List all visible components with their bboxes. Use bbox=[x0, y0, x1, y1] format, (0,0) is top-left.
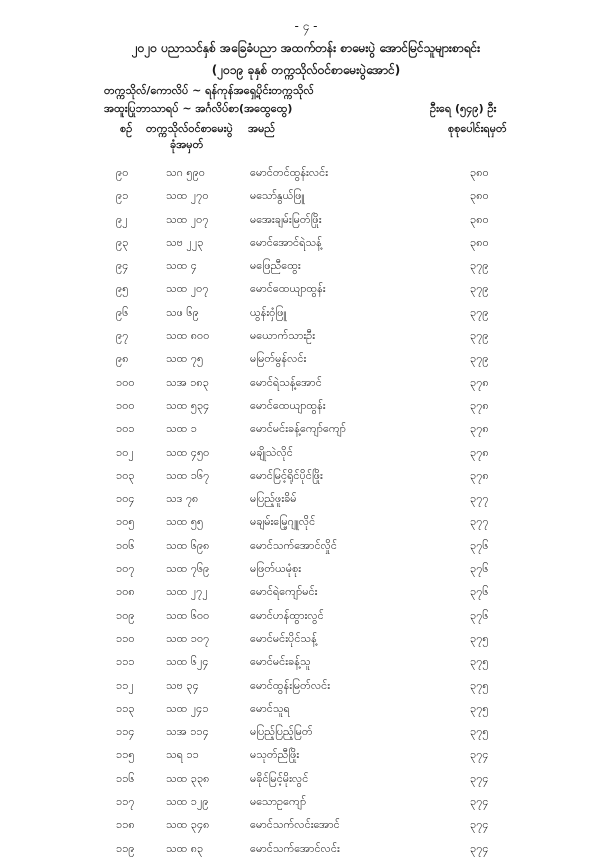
student-name-cell: မောင်ထေယျာထွန်း bbox=[250, 398, 326, 412]
student-name-cell: မောင်ထေယျာထွန်း bbox=[250, 282, 326, 296]
student-name-cell: မောင်မြင့်ရိုင်ပိုင်ဖြိုး bbox=[250, 468, 323, 482]
roll-number-cell: သထ ၂၄၁ bbox=[166, 701, 209, 715]
table-row bbox=[0, 213, 612, 236]
total-marks-cell: ၃၈၀ bbox=[470, 235, 489, 249]
serial-number-cell: ၉၁ bbox=[116, 189, 129, 203]
total-marks-cell: ၃၇၅ bbox=[470, 701, 489, 715]
roll-number-cell: သထ ၄ bbox=[166, 259, 197, 273]
serial-number-cell: ၉၃ bbox=[116, 235, 129, 249]
page-number: - ၄ - bbox=[294, 19, 318, 33]
serial-number-cell: ၁၁၄ bbox=[116, 725, 135, 739]
student-name-cell: မပြည့်ပြည့်မြတ် bbox=[250, 725, 313, 739]
serial-number-cell: ၉၇ bbox=[116, 329, 129, 343]
serial-number-cell: ၁၀၀ bbox=[116, 375, 135, 389]
table-row bbox=[0, 376, 612, 399]
total-marks-cell: ၃၇၅ bbox=[470, 725, 489, 739]
table-row bbox=[0, 306, 612, 329]
document-title: ၂၀၂၀ ပညာသင်နှစ် အခြေခံပညာ အထက်တန်း စာမေးပွဲ အောင်မြင်သူများစာရင်း bbox=[131, 41, 481, 55]
serial-number-cell: ၁၀၅ bbox=[116, 515, 135, 529]
table-row bbox=[0, 795, 612, 818]
total-marks-cell: ၃၇၅ bbox=[470, 678, 489, 692]
subject-label: အထူးပြုဘာသာရပ် ~ အင်္ဂလိပ်စာ(အထွေထွေ) bbox=[104, 102, 293, 115]
serial-number-cell: ၁၁၃ bbox=[116, 701, 135, 715]
student-name-cell: မပြည့်ဖူးခိမ် bbox=[250, 492, 297, 506]
total-marks-cell: ၃၈၀ bbox=[470, 189, 489, 203]
document-subtitle: (၂၀၁၉ ခုနှစ် တက္ကသိုလ်ဝင်စာမေးပွဲအောင်) bbox=[211, 63, 401, 77]
student-name-cell: မောင်ထွန်းမြတ်လင်း bbox=[250, 678, 331, 692]
student-name-cell: မောင်သက်လင်းအောင် bbox=[250, 818, 340, 832]
results-table bbox=[0, 166, 612, 865]
serial-number-cell: ၉၆ bbox=[116, 305, 129, 319]
serial-number-cell: ၁၁၆ bbox=[116, 771, 135, 785]
student-name-cell: မောင်သက်အောင်လှိုင် bbox=[250, 538, 337, 552]
total-marks-cell: ၃၈၀ bbox=[470, 212, 489, 226]
serial-number-cell: ၉၀ bbox=[116, 166, 129, 179]
serial-number-cell: ၁၀၀ bbox=[116, 398, 135, 412]
student-name-cell: မသုတ်ညီဖြိုး bbox=[250, 748, 300, 762]
student-name-cell: မောင်ဟန်ထွားလွင် bbox=[250, 608, 324, 622]
total-marks-cell: ၃၇၇ bbox=[470, 515, 489, 529]
header-roll-number: တက္ကသိုလ်ဝင်စာမေးပွဲ bbox=[146, 122, 233, 135]
roll-number-cell: သအ ၁၈၃ bbox=[166, 375, 209, 389]
total-marks-cell: ၃၇၉ bbox=[470, 259, 489, 273]
table-row bbox=[0, 609, 612, 632]
roll-number-cell: သထ ၁၂၉ bbox=[166, 795, 209, 809]
student-name-cell: မောင်မင်းပိုင်သန့် bbox=[250, 631, 317, 645]
student-name-cell: မောင်သူရ bbox=[250, 701, 290, 715]
student-name-cell: မောင်တင်ထွန်းလင်း bbox=[250, 166, 329, 179]
total-marks-cell: ၃၇၄ bbox=[470, 748, 489, 762]
serial-number-cell: ၁၁၂ bbox=[116, 678, 134, 692]
table-row bbox=[0, 166, 612, 189]
table-row bbox=[0, 842, 612, 865]
table-row bbox=[0, 259, 612, 282]
student-name-cell: မမြတ်မွန်လင်း bbox=[250, 352, 307, 366]
student-name-cell: မခိုင်မြင့်မိုးလွင် bbox=[250, 771, 309, 785]
student-name-cell: မဖြေညီထွေး bbox=[250, 259, 301, 273]
serial-number-cell: ၁၀၆ bbox=[116, 538, 135, 552]
roll-number-cell: သထ ၈၀၀ bbox=[166, 329, 210, 343]
roll-number-cell: သထ ၂၀၇ bbox=[166, 212, 209, 226]
roll-number-cell: သရ ၁၁ bbox=[166, 748, 199, 762]
student-name-cell: မသော်နွယ်ဖြူ bbox=[250, 189, 305, 203]
serial-number-cell: ၁၁၇ bbox=[116, 795, 135, 809]
total-marks-cell: ၃၇၇ bbox=[470, 492, 489, 506]
student-name-cell: မယောက်သားဦး bbox=[250, 329, 316, 343]
roll-number-cell: သထ ၂၀၇ bbox=[166, 282, 209, 296]
table-row bbox=[0, 329, 612, 352]
header-name: အမည် bbox=[248, 122, 276, 135]
total-count-label: ဦးရေ (၅၄၉) ဦး bbox=[430, 102, 497, 115]
serial-number-cell: ၁၀၈ bbox=[116, 585, 135, 599]
roll-number-cell: သထ ၂၇၂ bbox=[166, 585, 208, 599]
header-total-marks: စုစုပေါင်းရမှတ် bbox=[448, 122, 507, 135]
student-name-cell: မသောဥကျော် bbox=[250, 795, 307, 809]
total-marks-cell: ၃၇၉ bbox=[470, 329, 489, 343]
roll-number-cell: သထ ၆၉၈ bbox=[166, 538, 210, 552]
roll-number-cell: သထ ၆၂၄ bbox=[166, 655, 209, 669]
student-name-cell: မချိုသဲလိုင် bbox=[250, 445, 293, 459]
total-marks-cell: ၃၈၀ bbox=[470, 166, 489, 179]
total-marks-cell: ၃၇၆ bbox=[470, 562, 489, 576]
serial-number-cell: ၁၀၄ bbox=[116, 492, 135, 506]
header-serial-number: စဉ် bbox=[120, 122, 133, 135]
roll-number-cell: သထ ၅၅ bbox=[166, 515, 204, 529]
student-name-cell: မချမ်းမြေ့ဂျူလိုင် bbox=[250, 515, 316, 529]
roll-number-cell: သထ ၂၇၀ bbox=[166, 189, 209, 203]
total-marks-cell: ၃၇၅ bbox=[470, 631, 489, 645]
table-row bbox=[0, 492, 612, 515]
roll-number-cell: သအ ၁၁၄ bbox=[166, 725, 209, 739]
roll-number-cell: သထ ၁ bbox=[166, 422, 197, 436]
total-marks-cell: ၃၇၅ bbox=[470, 655, 489, 669]
student-name-cell: မောင်မင်းခန့်ကျော်ကျော် bbox=[250, 422, 346, 436]
student-name-cell: မအေးချမ်းမြတ်ဖြိုး bbox=[250, 212, 322, 226]
table-row bbox=[0, 469, 612, 492]
serial-number-cell: ၉၈ bbox=[116, 352, 129, 366]
roll-number-cell: သထ ၇၆၉ bbox=[166, 562, 210, 576]
table-row bbox=[0, 679, 612, 702]
roll-number-cell: သဒ ၇၈ bbox=[166, 492, 199, 506]
table-row bbox=[0, 236, 612, 259]
table-row bbox=[0, 632, 612, 655]
table-row bbox=[0, 748, 612, 771]
total-marks-cell: ၃၇၈ bbox=[470, 468, 489, 482]
serial-number-cell: ၁၁၅ bbox=[116, 748, 135, 762]
total-marks-cell: ၃၇၉ bbox=[470, 305, 489, 319]
table-row bbox=[0, 562, 612, 585]
total-marks-cell: ၃၇၈ bbox=[470, 422, 489, 436]
table-row bbox=[0, 539, 612, 562]
serial-number-cell: ၁၁၈ bbox=[116, 818, 135, 832]
table-row bbox=[0, 446, 612, 469]
table-row bbox=[0, 282, 612, 305]
table-row bbox=[0, 725, 612, 748]
student-name-cell: မောင်သက်အောင်လင်း bbox=[250, 841, 340, 855]
roll-number-cell: သဗ ၃၄ bbox=[166, 678, 199, 692]
total-marks-cell: ၃၇၉ bbox=[470, 282, 489, 296]
total-marks-cell: ၃၇၈ bbox=[470, 398, 489, 412]
table-row bbox=[0, 189, 612, 212]
serial-number-cell: ၉၄ bbox=[116, 259, 129, 273]
total-marks-cell: ၃၇၉ bbox=[470, 352, 489, 366]
student-name-cell: မောင်ရဲကျော်မင်း bbox=[250, 585, 318, 599]
roll-number-cell: သထ ၆၀၀ bbox=[166, 608, 210, 622]
roll-number-cell: သထ ၅၃၄ bbox=[166, 398, 210, 412]
serial-number-cell: ၉၅ bbox=[116, 282, 129, 296]
roll-number-cell: သထ ၃၃၈ bbox=[166, 771, 210, 785]
table-row bbox=[0, 702, 612, 725]
table-row bbox=[0, 352, 612, 375]
serial-number-cell: ၁၀၂ bbox=[116, 445, 134, 459]
total-marks-cell: ၃၇၆ bbox=[470, 585, 489, 599]
serial-number-cell: ၁၀၇ bbox=[116, 562, 135, 576]
serial-number-cell: ၁၀၉ bbox=[116, 608, 135, 622]
table-row bbox=[0, 655, 612, 678]
header-roll-number-line2: ခုံအမှတ် bbox=[170, 138, 204, 151]
table-row bbox=[0, 515, 612, 538]
total-marks-cell: ၃၇၄ bbox=[470, 795, 489, 809]
roll-number-cell: သဂ ၅၉၀ bbox=[166, 166, 205, 179]
roll-number-cell: သထ ၃၄၈ bbox=[166, 818, 210, 832]
serial-number-cell: ၁၁၁ bbox=[116, 655, 135, 669]
roll-number-cell: သထ ၁၆၇ bbox=[166, 468, 210, 482]
student-name-cell: မောင်ရဲသန့်အောင် bbox=[250, 375, 322, 389]
total-marks-cell: ၃၇၄ bbox=[470, 818, 489, 832]
roll-number-cell: သဗ ၂၂၃ bbox=[166, 235, 204, 249]
roll-number-cell: သထ ၄၅၀ bbox=[166, 445, 210, 459]
total-marks-cell: ၃၇၈ bbox=[470, 445, 489, 459]
total-marks-cell: ၃၇၄ bbox=[470, 771, 489, 785]
roll-number-cell: သထ ၁၀၇ bbox=[166, 631, 210, 645]
table-row bbox=[0, 399, 612, 422]
total-marks-cell: ၃၇၈ bbox=[470, 375, 489, 389]
student-name-cell: မောင်အောင်ရဲသန့် bbox=[250, 235, 322, 249]
total-marks-cell: ၃၇၄ bbox=[470, 841, 489, 855]
serial-number-cell: ၁၁၀ bbox=[116, 631, 135, 645]
roll-number-cell: သထ ၇၅ bbox=[166, 352, 204, 366]
total-marks-cell: ၃၇၆ bbox=[470, 538, 489, 552]
serial-number-cell: ၁၀၁ bbox=[116, 422, 135, 436]
roll-number-cell: သထ ၈၃ bbox=[166, 841, 204, 855]
table-row bbox=[0, 422, 612, 445]
student-name-cell: မဖြတ်ယမုံစုး bbox=[250, 562, 302, 576]
total-marks-cell: ၃၇၆ bbox=[470, 608, 489, 622]
student-name-cell: မောင်မင်းခန့်သူ bbox=[250, 655, 311, 669]
serial-number-cell: ၉၂ bbox=[116, 212, 128, 226]
table-row bbox=[0, 585, 612, 608]
serial-number-cell: ၁၁၉ bbox=[116, 841, 135, 855]
university-label: တက္ကသိုလ်/ကောလိပ် ~ ရန်ကုန်အရှေ့ပိုင်းတက္ကသိုလ် bbox=[104, 84, 314, 97]
student-name-cell: ယွန်းဝှံဖြူ bbox=[250, 305, 287, 319]
roll-number-cell: သဖ ၆၉ bbox=[166, 305, 199, 319]
table-row bbox=[0, 818, 612, 841]
serial-number-cell: ၁၀၃ bbox=[116, 468, 135, 482]
